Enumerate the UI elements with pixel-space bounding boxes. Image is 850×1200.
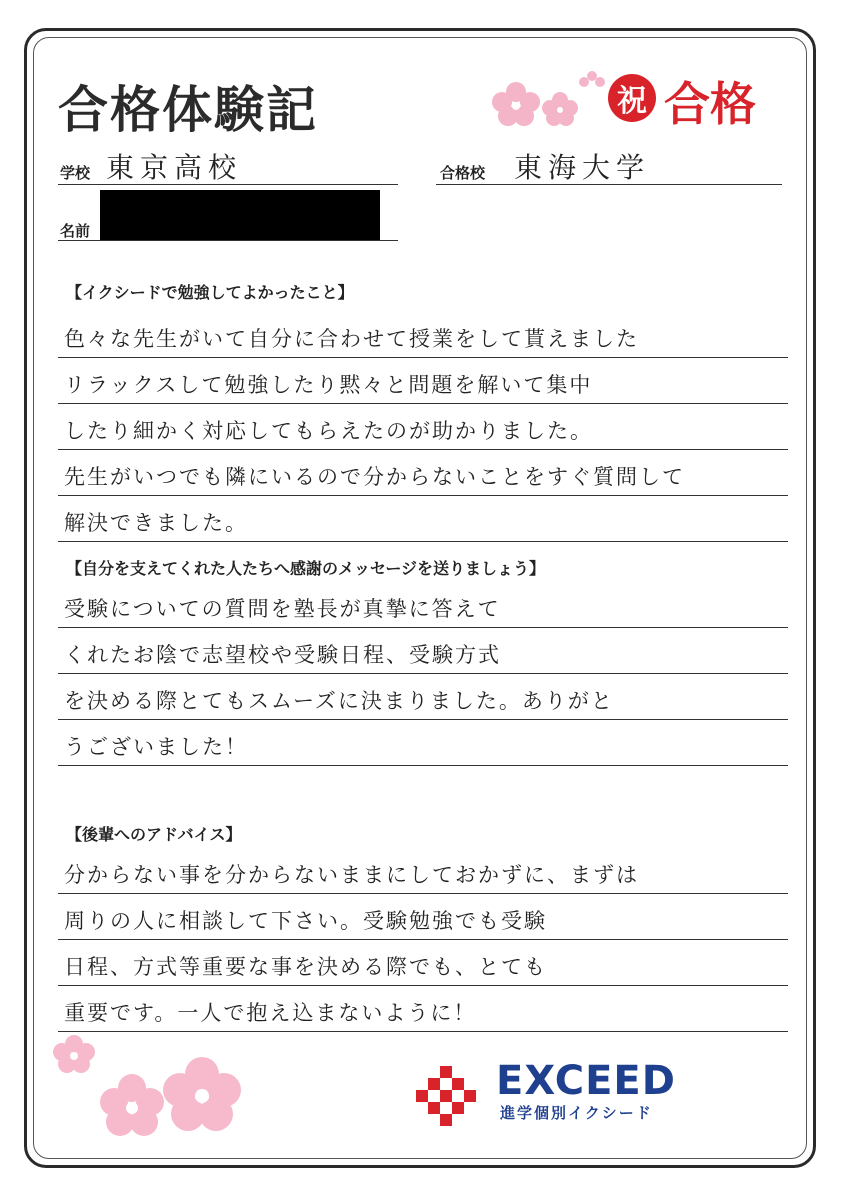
handwritten-text: 周りの人に相談して下さい。受験勉強でも受験 (64, 909, 547, 933)
handwritten-text: 色々な先生がいて自分に合わせて授業をして貰えました (64, 327, 639, 351)
sakura-decoration-icon (52, 1030, 272, 1140)
handwritten-text: うございました！ (64, 735, 248, 759)
handwritten-text: を決める際とてもスムーズに決まりました。ありがと (64, 689, 614, 713)
section-heading-advice: 【後輩へのアドバイス】 (66, 825, 242, 844)
ruled-line (58, 940, 788, 986)
handwritten-text: したり細かく対応してもらえたのが助かりました。 (64, 419, 593, 443)
passed-school-label: 合格校 (440, 164, 486, 182)
school-label: 学校 (60, 164, 91, 182)
goukaku-stamp: 合格 (664, 77, 756, 131)
page-title: 合格体験記 (58, 81, 318, 139)
handwritten-text: 分からない事を分からないままにしておかずに、まずは (64, 863, 639, 887)
ruled-line (58, 894, 788, 940)
ruled-line (58, 628, 788, 674)
exceed-logo-subtitle: 進学個別イクシード (500, 1104, 653, 1122)
ruled-line (58, 450, 788, 496)
handwritten-text: 先生がいつでも隣にいるので分からないことをすぐ質問して (64, 465, 685, 489)
exceed-logo-text: EXCEED (496, 1058, 676, 1104)
ruled-line (58, 404, 788, 450)
handwritten-text: 重要です。一人で抱え込まないように！ (64, 1001, 477, 1025)
name-underline (58, 240, 398, 241)
section-good-points-lines (58, 312, 788, 542)
ruled-line (58, 848, 788, 894)
handwritten-text: 日程、方式等重要な事を決める際でも、とても (64, 955, 547, 979)
section-advice-lines (58, 848, 788, 1032)
exceed-cross-logo-icon (412, 1062, 482, 1132)
ruled-line (58, 358, 788, 404)
ruled-line (58, 582, 788, 628)
passed-school-value: 東海大学 (514, 151, 651, 184)
handwritten-text: 解決できました。 (64, 511, 248, 535)
ruled-line (58, 986, 788, 1032)
handwritten-text: リラックスして勉強したり黙々と問題を解いて集中 (64, 373, 593, 397)
ruled-line (58, 720, 788, 766)
handwritten-text: 受験についての質問を塾長が真摯に答えて (64, 597, 501, 621)
ruled-line (58, 312, 788, 358)
ruled-line (58, 496, 788, 542)
passed-school-underline (436, 184, 782, 185)
school-underline (58, 184, 398, 185)
section-heading-good-points: 【イクシードで勉強してよかったこと】 (66, 283, 354, 302)
iwai-stamp: 祝 (608, 74, 656, 122)
school-value: 東京高校 (106, 151, 243, 184)
name-label: 名前 (60, 222, 91, 240)
section-thanks-lines (58, 582, 788, 766)
handwritten-text: くれたお陰で志望校や受験日程、受験方式 (64, 643, 501, 667)
name-redaction (100, 190, 380, 240)
section-heading-thanks: 【自分を支えてくれた人たちへ感謝のメッセージを送りましょう】 (66, 559, 546, 578)
ruled-line (58, 674, 788, 720)
